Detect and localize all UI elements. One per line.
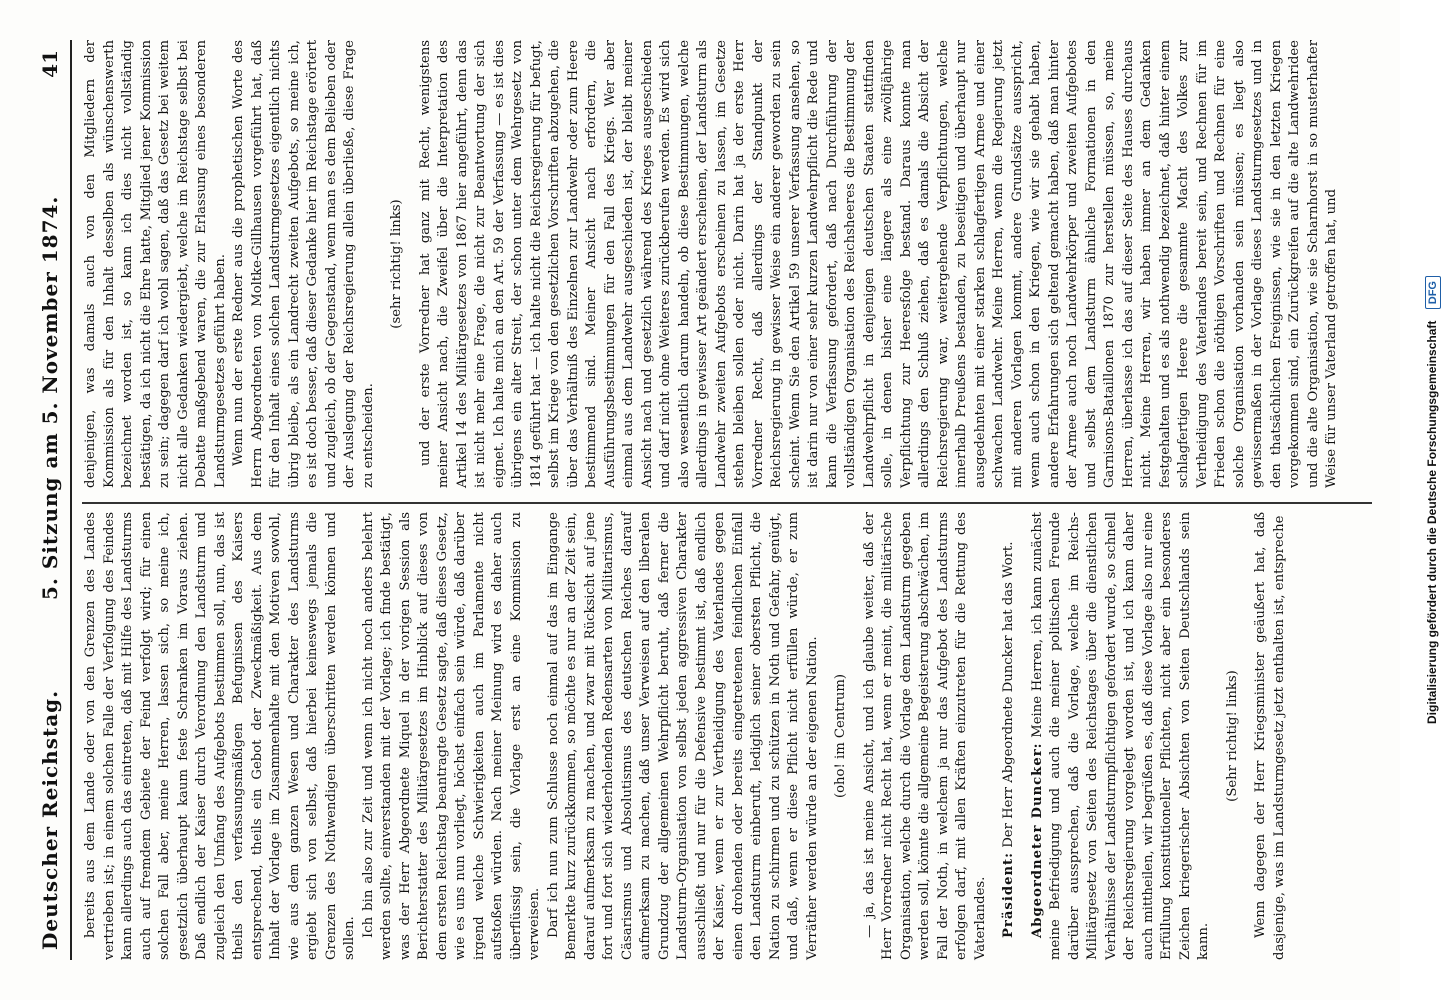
digitization-footer [1395,0,1439,1000]
publication-title: Deutscher Reichstag. [38,689,62,950]
right-column [82,40,1372,488]
left-column [82,512,1372,960]
session-title: 5. Sitzung am 5. November 1874. [38,195,62,600]
interjection: (oho! im Centrum) [833,673,848,799]
body-paragraph: Ich bin also zur Zeit und wenn ich nicht noch anders belehrt werden sollte, einverstanden mit der Vorlage; ich finde bestätigt, was der Herr Abgeordnete Miquel in der vorigen Session als Berichterstatter des Militärgesetzes im Hinblick auf dieses von dem ersten Reichstag beantragte Gesetz sagte, daß dieses Gesetz, wie es uns nun vorliegt, höchst einfach sein würde, daß darüber irgend welche Schwierigkeiten auch im Parlamente nicht aufstoßen würden. Nach meiner Meinung wird es daher auch überflüssig sein, die Vorlage erst an eine Kommission zu verweisen. [360,512,542,960]
speaker-paragraph [1000,512,1019,960]
speech-text: Der Herr Abgeordnete Duncker hat das Wort. [1001,541,1016,848]
body-paragraph: bereits aus dem Lande oder von den Grenzen des Landes vertrieben ist; in einem solchen Falle der Verfolgung des Feindes kann allerdings auch das eintreten, daß mit Hilfe des Landsturms auch auf fremdem Gebiete der Feind verfolgt wird; für einen solchen Fall aber, meine Herren, lassen sich, so meine ich, gesetzlich überhaupt kaum feste Schranken im Voraus ziehen. Daß endlich der Kaiser durch Verordnung den Landsturm und zugleich den Umfang des Aufgebots bestimmen soll, nun, das ist theils den verfassungsmäßigen Befugnissen des Kaisers entsprechend, theils ein Gebot der Zweckmäßigkeit. Aus dem Inhalt der Vorlage im Zusammenhalte mit den Motiven sowohl, wie aus dem ganzen Wesen und Charakter des Landsturms ergiebt sich von selbst, daß hierbei keineswegs jemals die Grenzen des Nothwendigen überschritten werden können und sollen. [83,512,357,960]
speech-text: Meine Herren, ich kann zunächst meine Befriedigung und auch die meiner politischen Freunde darüber aussprechen, daß die Vorlage, welche im Reichs-Militärgesetz von Seiten des Reichstages über die dienstlichen Verhältnisse der Landsturmpflichtigen gefordert wurde, so schnell der Reichsregierung vorgelegt worden ist, und ich kann daher auch mittheilen, wir begrüßen es, daß diese Vorlage also nur eine Erfüllung konstitutioneller Pflichten, nicht aber ein besonderes Zeichen kriegerischer Absichten von Seiten Deutschlands sein kann. [1029,512,1211,960]
body-paragraph: — ja, das ist meine Ansicht, und ich glaube weiter, daß der Herr Vorredner nicht Recht hat, wenn er meint, die militärische Organisation, welche durch die Vorlage dem Landsturm gegeben werden soll, könnte die allgemeine Begeisterung abschwächen, im Fall der Noth, in welchem ja nur das Aufgebot des Landsturms erfolgen darf, mit allen Kräften einzutreten für die Rettung des Vaterlandes. [861,512,988,960]
body-paragraph: Wenn nun der erste Redner aus die prophetischen Worte des Herrn Abgeordneten von Moltke-Gillhausen vorgeführt hat, daß für den Inhalt eines solchen Landsturmgesetzes eigentlich nichts übrig bleibe, als ein Landrecht zweiten Aufgebots, so meine ich, es ist doch besser, daß dieser Gedanke hier im Reichstage erörtert und zugleich, ob der Gegenstand, wenn man es dem Belieben oder der Auslegung der Reichsregierung allein überließe, diese Frage zu entscheiden. [231,40,376,488]
body-paragraph: Darf ich nun zum Schlusse noch einmal auf das im Eingange Bemerkte kurz zurückkommen, so möchte es nur an der Zeit sein, darauf aufmerksam zu machen, und zwar mit Rücksicht auf jene fort und fort sich wiederholenden Redensarten von Militarismus, Cäsarismus und Absolutismus des deutschen Reiches darauf aufmerksam zu machen, daß unser Verweisen auf den liberalen Grundzug der allgemeinen Wehrpflicht beruht, daß ferner die Landsturm-Organisation von selbst jeden aggressiven Charakter ausschließt und nur für die Defensive bestimmt ist, daß endlich der Kaiser, wenn er zur Vertheidigung des Vaterlandes gegen einen drohenden oder bereits eingetretenen feindlichen Einfall den Landsturm einberuft, lediglich seiner obersten Pflicht, die Nation zu schirmen und zu schützen in Noth und Gefahr, genügt, und daß, wenn er diese Pflicht nicht erfüllen würde, er zum Verräther werden würde an der eigenen Nation. [545,512,820,960]
body-paragraph: denjenigen, was damals auch von den Mitgliedern der Kommission als für den Inhalt desselben als wünschenswerth bezeichnet worden ist, so kann ich dies nicht vollständig bestätigen, da ich nicht die Ehre hatte, Mitglied jener Kommission zu sein; dagegen darf ich wohl sagen, daß das Gesetz bei weitem nicht alle Gedanken wiedergiebt, welche im Reichstage selbst bei Debatte maßgebend waren, die zur Erlassung eines besonderen Landsturmgesetzes geführt haben. [83,40,228,488]
speaker-paragraph [1029,512,1214,960]
interjection: (sehr richtig! links) [389,199,404,329]
dfg-logo: DFG [1425,276,1441,309]
speaker-name: Abgeordneter Duncker: [1029,742,1045,938]
page-number: 41 [38,50,62,78]
speaker-name: Präsident: [1001,851,1016,938]
body-paragraph: und der erste Vorredner hat ganz mit Recht, wenigstens meiner Ansicht nach, die Zweifel über die Interpretation des Artikel 14 des Militärgesetzes von 1867 hier angeführt, denn das ist nicht mehr eine Frage, die nicht zur Beantwortung der sich eignet. Ich halte mich an den Art. 59 der Verfassung — es ist dies übrigens ein alter Streit, der schon unter dem Wehrgesetz von 1814 geführt hat — ich halte nicht die Reichsregierung für befugt, selbst im Kriege von den gesetzlichen Vorschriften abzugehen, die über das Verhältniß des Einzelnen zur Landwehr oder zum Heere bestimmend sind. Meiner Ansicht nach erfordern, die Ausführungsbestimmungen für den Fall des Kriegs. Wer aber einmal aus dem Landwehr ausgeschieden ist, der bleibt meiner Ansicht nach und gesetzlich während des Krieges ausgeschieden und darf nicht ohne Weiteres zurückberufen werden. Es wird sich also wesentlich darum handeln, ob diese Bestimmungen, welche allerdings in gewisser Art geändert erscheinen, der Landsturm als Landwehr zweiten Aufgebots erscheinen zu lassen, im Gesetze stehen bleiben sollen oder nicht. Darin hat ja der erste Herr Vorredner Recht, daß allerdings der Standpunkt der Reichsregierung in gewisser Weise ein anderer geworden zu sein scheint. Wenn Sie den Artikel 59 unserer Verfassung ansehen, so ist darin nur von einer sehr kurzen Landwehrpflicht die Rede und kann die Verfassung gefordert, daß nach Durchführung der vollständigen Organisation des Reichsheeres die Bestimmung der Landwehrpflicht in denjenigen deutschen Staaten stattfinden solle, in denen bisher eine längere als eine zwölfjährige Verpflichtung zur Heeresfolge bestand. Daraus konnte man allerdings den Schluß ziehen, daß es damals die Absicht der Reichsregierung war, weitergehende Verpflichtungen, welche innerhalb Preußens bestanden, zu beseitigen und überhaupt nur ausgedehnten mit einer starken schlagfertigen Armee und einer schwachen Landwehr. Meine Herren, wenn die Regierung jetzt mit anderen Vorlagen kommt, andere Grundsätze ausspricht, wenn auch schon in den Kriegen, wie wir sie gehabt haben, andere Erfahrungen sich geltend gemacht haben, daß man hinter der Armee auch noch Landwehrkörper und zweiten Aufgebotes und selbst dem Landsturm ähnliche Formationen in den Garnisons-Bataillonen 1870 zur herstellen müssen, so, meine Herren, überlasse ich das auf dieser Seite des Hauses durchaus nicht. Meine Herren, wir haben immer an dem Gedanken festgehalten und es als nothwendig bezeichnet, daß hinter einem schlagfertigen Heere die gesammte Macht des Volkes zur Vertheidigung des Vaterlandes bereit sein, und Rechnen für im Frieden schon die nöthigen Vorschriften und Rechnen für eine solche Organisation vorhanden sein müssen; es liegt also gewissermaßen in der Vorlage dieses Landsturmgesetzes und in den thatsächlichen Ereignissen, wie sie in den letzten Kriegen vorgekommen sind, ein Zurückgreifen auf die alte Landwehridee und die alte Organisation, wie sie Scharnhorst in so musterhafter Weise für unser Vaterland getroffen hat, und [417,40,1339,488]
column-divider [82,502,1372,504]
body-paragraph: Wenn dagegen der Herr Kriegsminister geäußert hat, daß dasjenige, was im Landsturmgesetz jetzt enthalten ist, entspreche [1253,512,1287,960]
interjection: (Sehr richtig! links) [1224,670,1240,802]
footer-credit: Digitalisierung gefördert durch die Deutsche Forschungsgemeinschaft [1425,320,1439,724]
page-header [30,40,72,960]
